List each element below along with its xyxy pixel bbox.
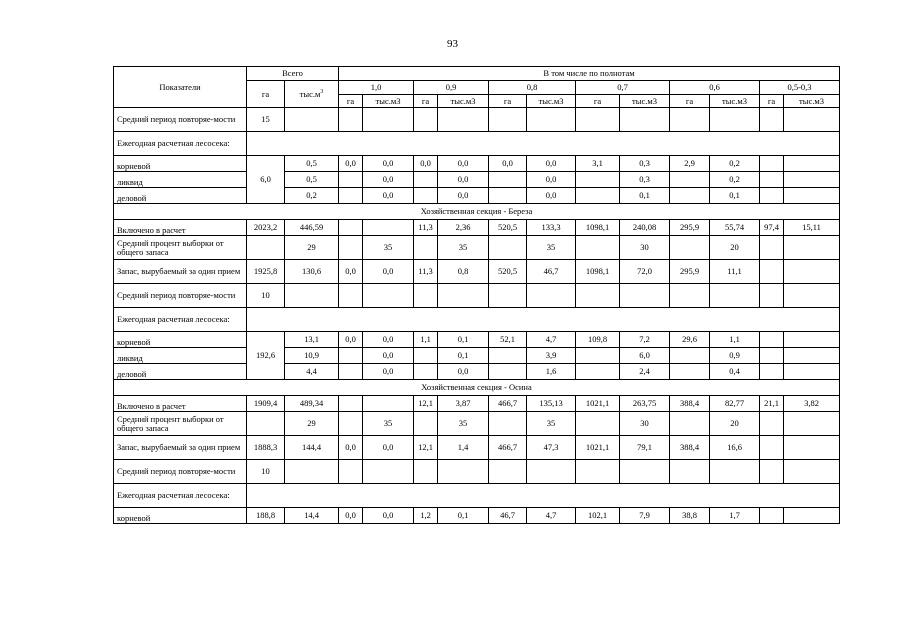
table-cell: 0,0 — [339, 260, 363, 284]
table-cell — [784, 236, 840, 260]
table-cell: 55,74 — [710, 220, 760, 236]
table-cell — [784, 156, 840, 172]
table-cell: 0,0 — [363, 436, 414, 460]
table-cell — [414, 284, 438, 308]
table-cell — [784, 364, 840, 380]
table-cell: 240,08 — [620, 220, 670, 236]
table-cell: 46,7 — [489, 508, 527, 524]
table-cell: 0,0 — [363, 188, 414, 204]
row-label: Запас, вырубаемый за один прием — [114, 436, 247, 460]
table-cell: 4,7 — [527, 508, 576, 524]
table-cell: 0,0 — [363, 172, 414, 188]
header-density: 0,7 — [576, 81, 670, 95]
table-cell: 14,4 — [285, 508, 339, 524]
table-cell: 2023,2 — [247, 220, 285, 236]
table-cell — [363, 396, 414, 412]
table-cell — [438, 108, 489, 132]
table-cell: 1925,8 — [247, 260, 285, 284]
table-cell: 130,6 — [285, 260, 339, 284]
table-cell: 0,0 — [339, 156, 363, 172]
table-cell — [784, 332, 840, 348]
table-cell — [784, 260, 840, 284]
table-cell — [576, 364, 620, 380]
table-cell — [784, 460, 840, 484]
table-cell — [784, 172, 840, 188]
table-cell — [784, 508, 840, 524]
table-cell — [784, 436, 840, 460]
table-cell: 2,36 — [438, 220, 489, 236]
table-cell — [760, 260, 784, 284]
table-cell — [760, 348, 784, 364]
table-cell: 0,0 — [339, 436, 363, 460]
row-label: Средний период повторяе-мости — [114, 108, 247, 132]
table-cell: 46,7 — [527, 260, 576, 284]
table-cell: 1,4 — [438, 436, 489, 460]
table-cell: 29 — [285, 412, 339, 436]
table-row — [114, 156, 840, 172]
table-cell: 4,7 — [527, 332, 576, 348]
table-cell — [438, 460, 489, 484]
table-cell: 35 — [438, 236, 489, 260]
table-cell: 13,1 — [285, 332, 339, 348]
row-label: Средний период повторяе-мости — [114, 284, 247, 308]
table-cell — [247, 308, 840, 332]
table-cell — [784, 188, 840, 204]
row-label: корневой — [114, 332, 247, 348]
table-cell: 11,3 — [414, 220, 438, 236]
table-cell: 263,75 — [620, 396, 670, 412]
table-cell — [784, 108, 840, 132]
table-cell — [760, 412, 784, 436]
table-row — [114, 460, 840, 484]
table-cell — [576, 460, 620, 484]
table-cell — [670, 460, 710, 484]
table-cell: 3,9 — [527, 348, 576, 364]
table-row — [114, 132, 840, 156]
table-cell: 72,0 — [620, 260, 670, 284]
table-cell: 1021,1 — [576, 436, 620, 460]
table-cell — [363, 460, 414, 484]
table-cell — [784, 412, 840, 436]
table-cell — [339, 172, 363, 188]
table-cell — [285, 460, 339, 484]
table-cell — [670, 284, 710, 308]
table-cell: 3,87 — [438, 396, 489, 412]
table-cell: 1021,1 — [576, 396, 620, 412]
table-cell — [760, 508, 784, 524]
table-cell — [576, 284, 620, 308]
table-cell — [339, 412, 363, 436]
table-cell — [784, 284, 840, 308]
table-cell: 3,1 — [576, 156, 620, 172]
table-cell — [620, 460, 670, 484]
table-cell — [414, 188, 438, 204]
table-cell — [414, 460, 438, 484]
table-cell — [489, 236, 527, 260]
table-cell — [438, 284, 489, 308]
header-unit: га — [489, 95, 527, 108]
table-row — [114, 396, 840, 412]
table-row — [114, 172, 840, 188]
table-cell: 35 — [438, 412, 489, 436]
row-label: Средний период повторяе-мости — [114, 460, 247, 484]
table-cell — [489, 284, 527, 308]
table-cell — [363, 284, 414, 308]
table-cell: 133,3 — [527, 220, 576, 236]
table-cell — [670, 364, 710, 380]
table-cell — [760, 364, 784, 380]
table-cell — [339, 188, 363, 204]
table-cell: 0,4 — [710, 364, 760, 380]
table-cell — [576, 172, 620, 188]
header-total-tys-m3: $тыс.м^3$ — [285, 81, 339, 108]
header-unit: га — [414, 95, 438, 108]
table-cell — [247, 132, 840, 156]
table-cell: 6,0 — [247, 156, 285, 204]
header-unit: га — [760, 95, 784, 108]
row-label: Запас, вырубаемый за один прием — [114, 260, 247, 284]
table-cell — [670, 348, 710, 364]
table-cell — [710, 284, 760, 308]
table-cell — [339, 236, 363, 260]
table-cell: 0,0 — [438, 188, 489, 204]
table-cell: 0,1 — [438, 508, 489, 524]
table-row — [114, 260, 840, 284]
row-label: деловой — [114, 188, 247, 204]
table-cell — [710, 460, 760, 484]
table-cell — [414, 412, 438, 436]
table-cell: 2,4 — [620, 364, 670, 380]
table-cell: 97,4 — [760, 220, 784, 236]
table-cell — [489, 108, 527, 132]
row-label: ликвид — [114, 172, 247, 188]
table-cell — [339, 364, 363, 380]
table-cell: 30 — [620, 236, 670, 260]
table-cell — [576, 236, 620, 260]
row-label: Ежегодная расчетная лесосека: — [114, 308, 247, 332]
table-cell: 79,1 — [620, 436, 670, 460]
table-cell — [339, 396, 363, 412]
table-cell: 35 — [527, 236, 576, 260]
table-cell — [710, 108, 760, 132]
table-cell: 21,1 — [760, 396, 784, 412]
table-cell: 20 — [710, 236, 760, 260]
table-cell: 11,1 — [710, 260, 760, 284]
table-row — [114, 436, 840, 460]
table-cell: 20 — [710, 412, 760, 436]
table-cell: 0,1 — [710, 188, 760, 204]
table-row — [114, 308, 840, 332]
table-cell: 0,9 — [710, 348, 760, 364]
table-cell: 1,2 — [414, 508, 438, 524]
table-cell: 0,0 — [414, 156, 438, 172]
table-cell: 0,0 — [363, 508, 414, 524]
table-cell — [760, 188, 784, 204]
table-cell — [670, 172, 710, 188]
table-cell — [489, 172, 527, 188]
table-cell: 1,6 — [527, 364, 576, 380]
table-cell — [620, 108, 670, 132]
row-label: Включено в расчет — [114, 396, 247, 412]
table-cell: 0,3 — [620, 172, 670, 188]
table-cell: 82,77 — [710, 396, 760, 412]
table-cell — [760, 108, 784, 132]
table-cell: 15,11 — [784, 220, 840, 236]
table-cell — [576, 108, 620, 132]
table-cell — [760, 436, 784, 460]
table-cell: 30 — [620, 412, 670, 436]
table-cell: 35 — [363, 236, 414, 260]
table-cell: 0,0 — [363, 260, 414, 284]
table-cell — [247, 484, 840, 508]
table-cell — [414, 108, 438, 132]
table-cell — [576, 348, 620, 364]
table-cell — [576, 412, 620, 436]
table-cell: 47,3 — [527, 436, 576, 460]
table-cell: 0,0 — [339, 508, 363, 524]
table-cell — [247, 236, 285, 260]
table-cell: 35 — [527, 412, 576, 436]
table-cell: 0,3 — [620, 156, 670, 172]
table-cell — [489, 364, 527, 380]
table-cell — [670, 236, 710, 260]
table-cell: 1909,4 — [247, 396, 285, 412]
header-total-ha: га — [247, 81, 285, 108]
table-cell: 109,8 — [576, 332, 620, 348]
table-cell: 15 — [247, 108, 285, 132]
table-cell — [760, 236, 784, 260]
table-cell: 3,82 — [784, 396, 840, 412]
table-row — [114, 412, 840, 436]
table-cell: 0,0 — [363, 348, 414, 364]
table-cell — [527, 460, 576, 484]
table-cell: 1098,1 — [576, 220, 620, 236]
table-cell: 0,0 — [363, 364, 414, 380]
table-cell: 0,2 — [285, 188, 339, 204]
table-cell: 0,1 — [438, 348, 489, 364]
forest-table — [113, 66, 840, 524]
table-row — [114, 236, 840, 260]
table-cell — [784, 348, 840, 364]
table-cell — [489, 348, 527, 364]
table-cell: 520,5 — [489, 220, 527, 236]
table-cell — [339, 460, 363, 484]
table-cell: 52,1 — [489, 332, 527, 348]
table-cell: 10 — [247, 284, 285, 308]
table-cell — [414, 172, 438, 188]
header-unit: га — [670, 95, 710, 108]
row-label: Включено в расчет — [114, 220, 247, 236]
header-density: 0,6 — [670, 81, 760, 95]
table-cell: 0,0 — [438, 172, 489, 188]
table-cell: 0,5 — [285, 172, 339, 188]
table-cell: 466,7 — [489, 396, 527, 412]
table-cell: 12,1 — [414, 396, 438, 412]
header-in-that-number: В том числе по полнотам — [339, 67, 840, 81]
table-cell: 0,0 — [489, 156, 527, 172]
table-cell: 16,6 — [710, 436, 760, 460]
table-cell — [760, 172, 784, 188]
header-unit: га — [576, 95, 620, 108]
table-cell — [285, 284, 339, 308]
table-cell — [489, 412, 527, 436]
table-cell: 0,0 — [527, 156, 576, 172]
table-cell: 135,13 — [527, 396, 576, 412]
table-cell — [285, 108, 339, 132]
table-cell: 0,2 — [710, 156, 760, 172]
row-label: корневой — [114, 156, 247, 172]
table-cell: 102,1 — [576, 508, 620, 524]
table-row — [114, 108, 840, 132]
header-density: 0,8 — [489, 81, 576, 95]
table-cell — [339, 348, 363, 364]
table-row — [114, 508, 840, 524]
table-cell: 0,0 — [339, 332, 363, 348]
table-cell — [339, 220, 363, 236]
table-cell: 0,0 — [438, 156, 489, 172]
table-cell: 12,1 — [414, 436, 438, 460]
table-cell: 388,4 — [670, 396, 710, 412]
row-label: Средний процент выборки от общего запаса — [114, 412, 247, 436]
table-cell: 35 — [363, 412, 414, 436]
table-cell — [760, 332, 784, 348]
table-cell: 295,9 — [670, 260, 710, 284]
table-cell — [670, 108, 710, 132]
table-row — [114, 380, 840, 396]
table-cell: 6,0 — [620, 348, 670, 364]
table-cell — [527, 284, 576, 308]
table-cell: 0,5 — [285, 156, 339, 172]
table-cell: 489,34 — [285, 396, 339, 412]
table-cell: 0,0 — [438, 364, 489, 380]
table-cell — [760, 460, 784, 484]
section-title: Хозяйственная секция - Береза — [114, 204, 840, 220]
table-cell — [363, 108, 414, 132]
row-label: Ежегодная расчетная лесосека: — [114, 132, 247, 156]
table-cell: 1,1 — [414, 332, 438, 348]
row-label: ликвид — [114, 348, 247, 364]
table-cell — [489, 460, 527, 484]
table-cell: 4,4 — [285, 364, 339, 380]
table-cell — [339, 108, 363, 132]
row-label: корневой — [114, 508, 247, 524]
header-unit: га — [339, 95, 363, 108]
header-unit: тыс.м3 — [527, 95, 576, 108]
table-cell — [414, 236, 438, 260]
header-unit: тыс.м3 — [710, 95, 760, 108]
header-unit: тыс.м3 — [363, 95, 414, 108]
header-density: 0,9 — [414, 81, 489, 95]
table-cell: 2,9 — [670, 156, 710, 172]
header-unit: тыс.м3 — [438, 95, 489, 108]
table-cell: 446,59 — [285, 220, 339, 236]
table-row — [114, 220, 840, 236]
header-density: 1,0 — [339, 81, 414, 95]
table-cell — [620, 284, 670, 308]
header-density: 0,5-0,3 — [760, 81, 840, 95]
table-cell: 0,0 — [527, 188, 576, 204]
table-row — [114, 284, 840, 308]
table-cell — [414, 348, 438, 364]
table-cell: 1098,1 — [576, 260, 620, 284]
table-cell: 10 — [247, 460, 285, 484]
table-cell: 38,8 — [670, 508, 710, 524]
table-cell: 192,6 — [247, 332, 285, 380]
table-cell: 1,1 — [710, 332, 760, 348]
table-row — [114, 364, 840, 380]
table-cell: 10,9 — [285, 348, 339, 364]
table-cell: 0,1 — [620, 188, 670, 204]
row-label: деловой — [114, 364, 247, 380]
table-cell: 1,7 — [710, 508, 760, 524]
table-cell — [339, 284, 363, 308]
row-label: Ежегодная расчетная лесосека: — [114, 484, 247, 508]
header-unit: тыс.м3 — [620, 95, 670, 108]
table-cell: 188,8 — [247, 508, 285, 524]
table-cell: 520,5 — [489, 260, 527, 284]
table-cell: 29 — [285, 236, 339, 260]
table-cell — [527, 108, 576, 132]
table-row — [114, 348, 840, 364]
table-cell: 0,1 — [438, 332, 489, 348]
table-cell — [670, 412, 710, 436]
table-cell — [670, 188, 710, 204]
table-row — [114, 484, 840, 508]
table-cell: 0,0 — [363, 156, 414, 172]
table-cell — [414, 364, 438, 380]
table-row — [114, 332, 840, 348]
section-title: Хозяйственная секция - Осина — [114, 380, 840, 396]
table-row — [114, 188, 840, 204]
table-cell: 0,8 — [438, 260, 489, 284]
table-cell: 29,6 — [670, 332, 710, 348]
table-cell: 144,4 — [285, 436, 339, 460]
row-label: Средний процент выборки от общего запаса — [114, 236, 247, 260]
table-cell: 11,3 — [414, 260, 438, 284]
table-cell: 7,9 — [620, 508, 670, 524]
header-total: Всего — [247, 67, 339, 81]
header-indicators: Показатели — [114, 67, 247, 108]
table-cell: 295,9 — [670, 220, 710, 236]
table-cell — [247, 412, 285, 436]
table-cell — [489, 188, 527, 204]
table-cell — [760, 284, 784, 308]
table-cell: 0,0 — [527, 172, 576, 188]
header-unit: тыс.м3 — [784, 95, 840, 108]
table-cell: 0,0 — [363, 332, 414, 348]
table-cell: 7,2 — [620, 332, 670, 348]
table-cell — [363, 220, 414, 236]
table-cell: 388,4 — [670, 436, 710, 460]
table-row — [114, 204, 840, 220]
table-cell: 1888,3 — [247, 436, 285, 460]
table-cell — [576, 188, 620, 204]
table-cell: 0,2 — [710, 172, 760, 188]
page-number: 93 — [447, 38, 458, 50]
table-cell — [760, 156, 784, 172]
table-cell: 466,7 — [489, 436, 527, 460]
